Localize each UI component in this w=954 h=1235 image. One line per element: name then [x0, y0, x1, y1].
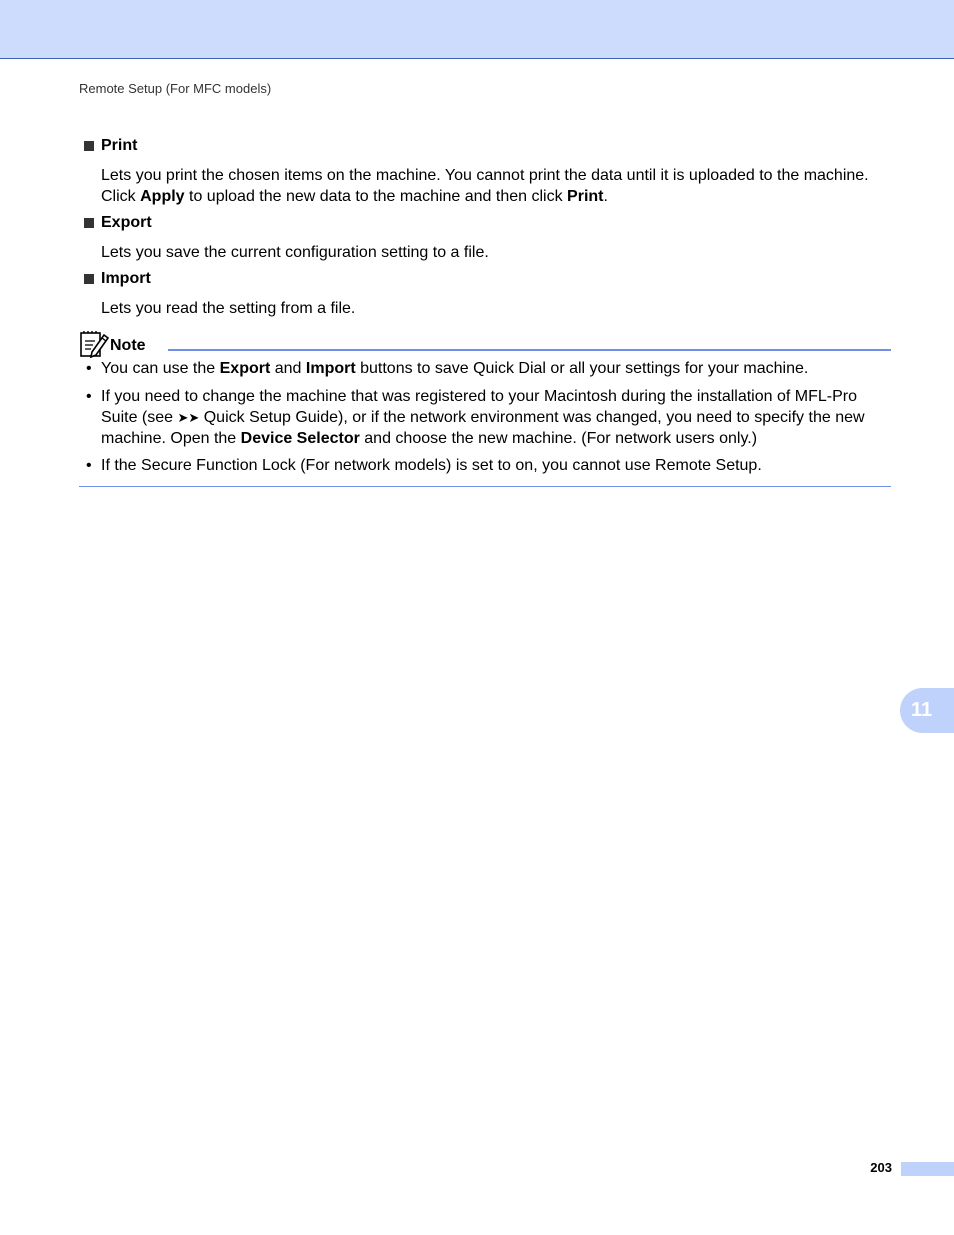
note-header: [79, 330, 891, 358]
note-divider: [168, 349, 891, 351]
device-selector-term: Device Selector: [240, 430, 360, 447]
import-description: Lets you read the setting from a file.: [101, 300, 356, 317]
section-heading-import: [84, 270, 151, 288]
note-pencil-icon: [79, 330, 109, 358]
export-term: Export: [219, 360, 271, 377]
bullet: •: [86, 388, 92, 405]
square-bullet-icon: [84, 141, 94, 151]
square-bullet-icon: [84, 274, 94, 284]
section-heading-print: [84, 137, 137, 155]
export-description: Lets you save the current configuration setting to a file.: [101, 244, 489, 261]
header-band: [0, 0, 954, 59]
note-bottom-divider: [79, 486, 891, 487]
apply-term: Apply: [140, 188, 185, 205]
import-term: Import: [305, 360, 356, 377]
note-item: • If you need to change the machine that was registered to your Macintosh during the installation of MFL-Pro Suite (see ➤➤ Quick Setup Guide), or if the network environment was changed, you need to specify the new machine. Open the Device Selector and choose the new machine. (For network users only.): [86, 388, 865, 447]
page-number-bar: [901, 1162, 954, 1176]
section-heading-export: [84, 214, 152, 232]
print-term: Print: [567, 188, 604, 205]
bullet: •: [86, 360, 92, 377]
running-header: Remote Setup (For MFC models): [79, 81, 272, 96]
double-arrow-icon: ➤➤: [177, 410, 200, 426]
heading-text: Print: [101, 137, 138, 154]
note-label: Note: [110, 337, 146, 354]
heading-text: Import: [101, 270, 151, 287]
bullet: •: [86, 457, 92, 474]
print-description: Lets you print the chosen items on the machine. You cannot print the data until it is uploaded to the machine. Click Apply to upload the new data to the machine and then click Print.: [101, 167, 869, 205]
chapter-tab: 11: [900, 688, 954, 733]
heading-text: Export: [101, 214, 152, 231]
note-item: • You can use the Export and Import buttons to save Quick Dial or all your settings for your machine.: [86, 359, 891, 380]
page-number: 203: [870, 1160, 892, 1175]
square-bullet-icon: [84, 218, 94, 228]
note-item: • If the Secure Function Lock (For network models) is set to on, you cannot use Remote Setup.: [86, 456, 891, 477]
